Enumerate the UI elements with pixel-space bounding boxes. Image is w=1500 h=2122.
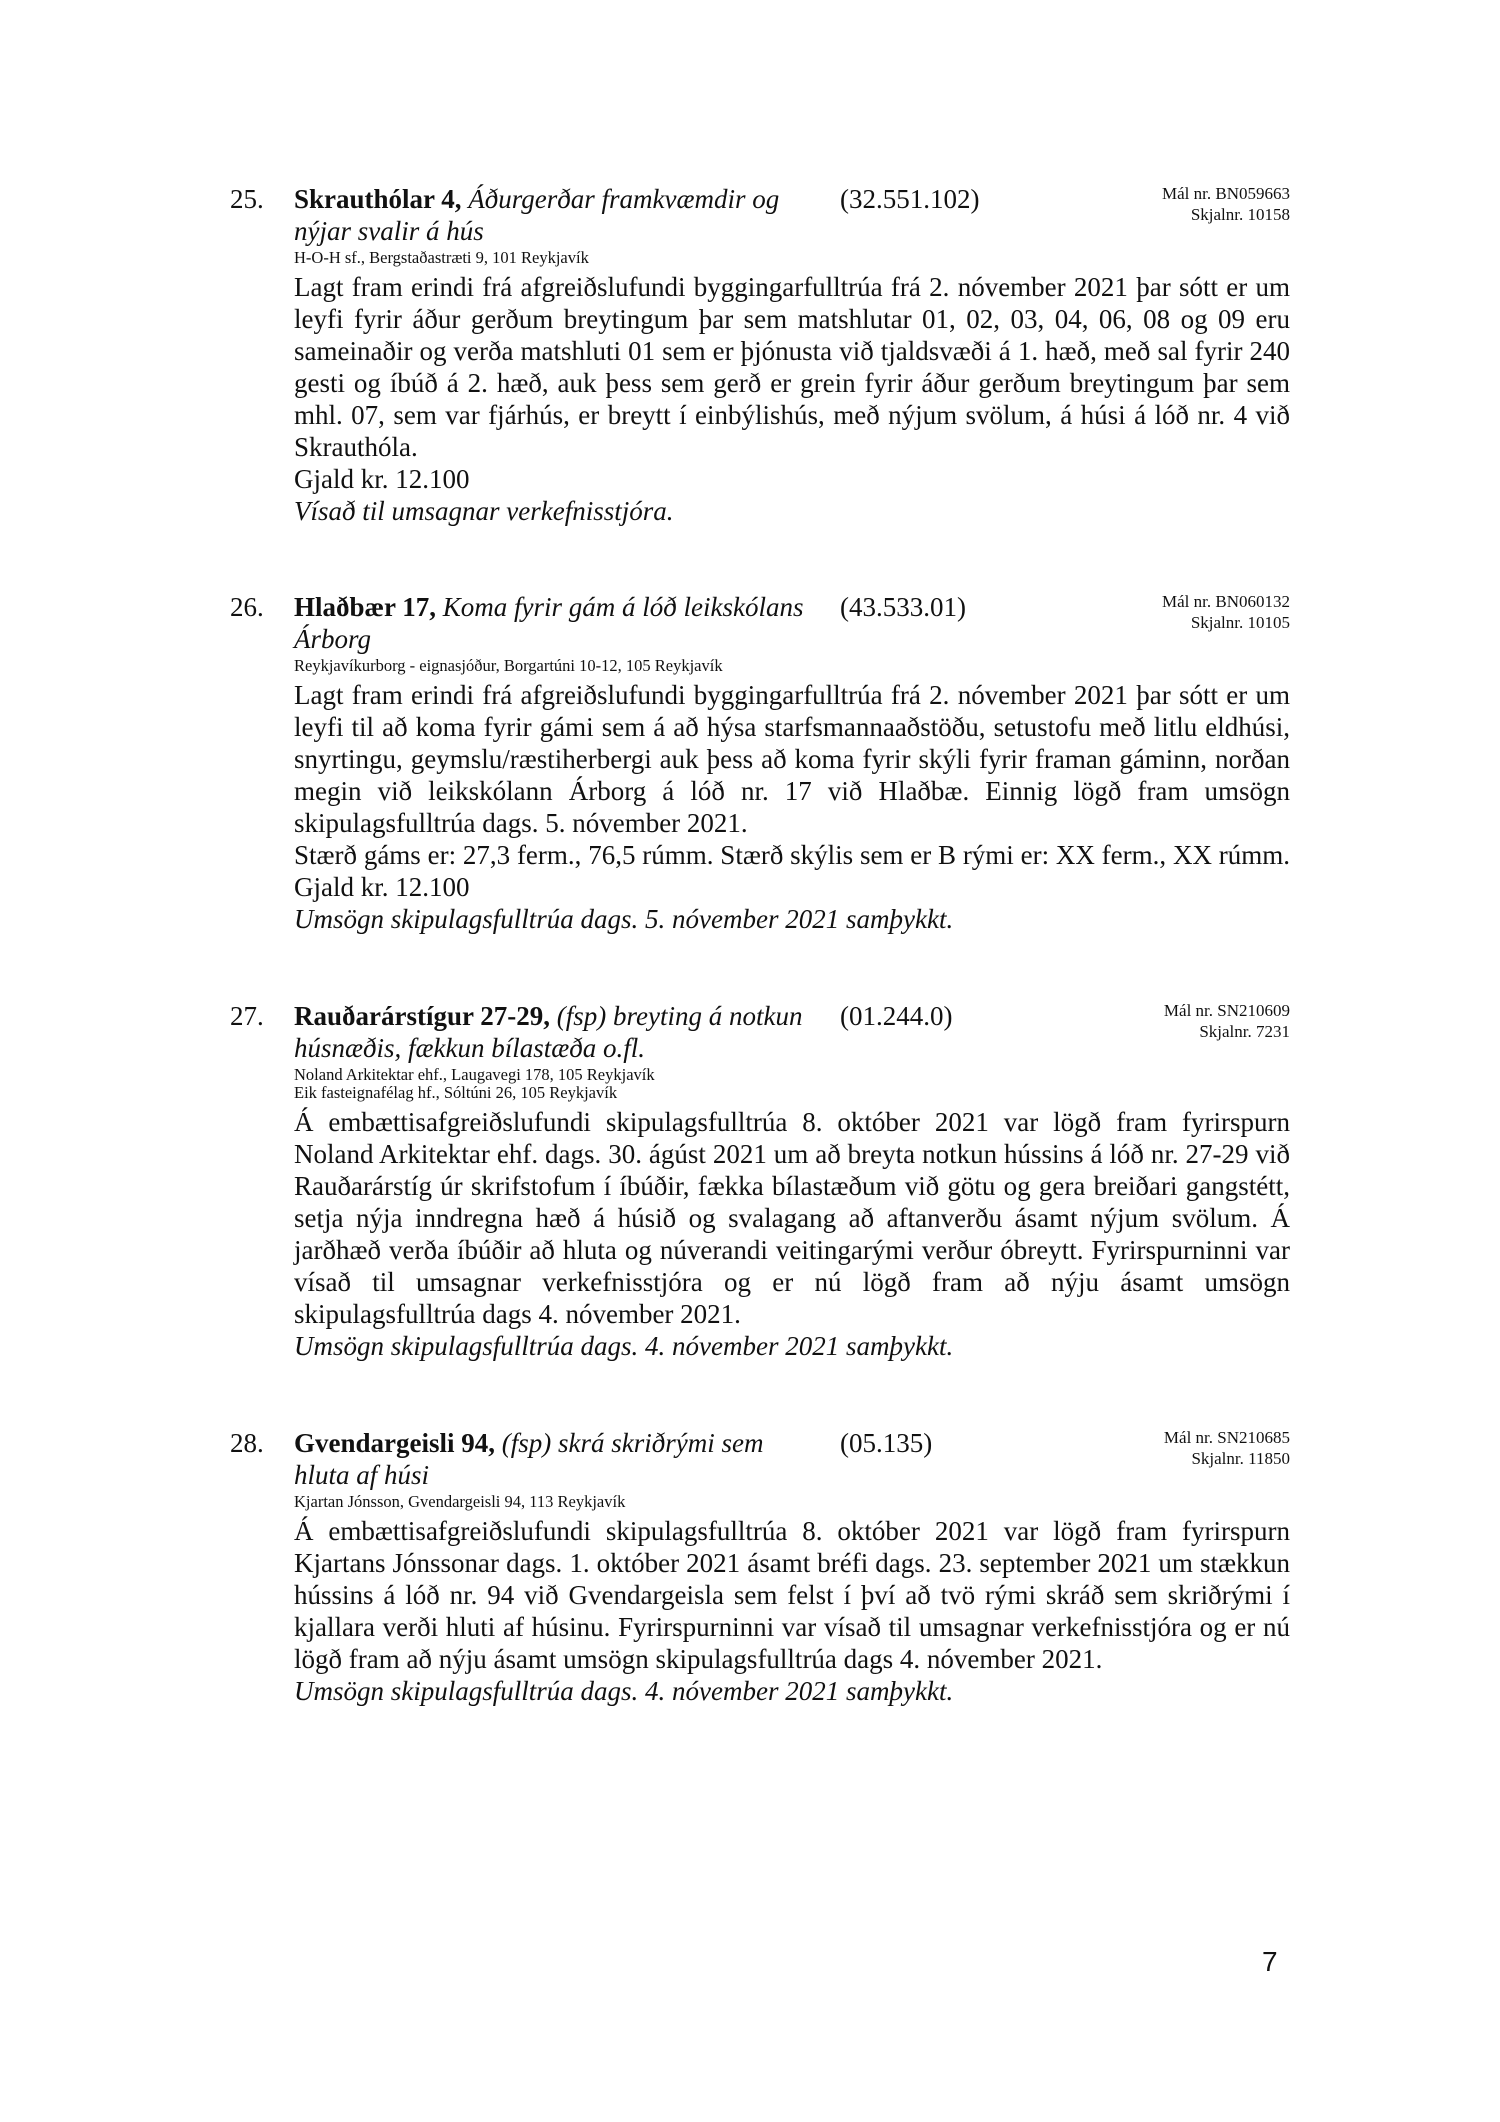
case-number: Mál nr. SN210609: [1163, 1001, 1290, 1020]
applicant: Eik fasteignafélag hf., Sóltúni 26, 105 Reykjavík: [294, 1083, 618, 1102]
land-code: (01.244.0): [840, 1001, 953, 1031]
item-conclusion: Umsögn skipulagsfulltrúa dags. 5. nóvember 2021 samþykkt.: [294, 904, 954, 934]
case-number: Mál nr. BN060132: [1162, 592, 1290, 611]
item-subject: Koma fyrir gám á lóð leikskólans Árborg: [294, 592, 804, 654]
body-paragraph: Lagt fram erindi frá afgreiðslufundi byggingarfulltrúa frá 2. nóvember 2021 þar sótt er um leyfi til að koma fyrir gámi sem á að hýsa starfsmannaaðstöðu, setustofu með litlu eldhúsi, snyrtingu, geymslu/ræstiherbergi auk þess að koma fyrir skýli fyrir framan gáminn, norðan megin við leikskólann Árborg á lóð nr. 17 við Hlaðbæ. Einnig lögð fram umsögn skipulagsfulltrúa dags. 5. nóvember 2021.: [294, 680, 1290, 838]
applicant: Noland Arkitektar ehf., Laugavegi 178, 105 Reykjavík: [294, 1065, 655, 1084]
page-number: 7: [1262, 1946, 1278, 1977]
item-number: 27.: [230, 1001, 264, 1031]
body-paragraph: Á embættisafgreiðslufundi skipulagsfulltrúa 8. október 2021 var lögð fram fyrirspurn Noland Arkitektar ehf. dags. 30. ágúst 2021 um að breyta notkun hússins á lóð nr. 27-29 við Rauðarárstíg úr skrifstofum í íbúðir, fækka bílastæðum við götu og gera breiðari gangstétt, setja nýja inndregna hæð á húsið og svalagang að aftanverðu ásamt nýjum svölum. Á jarðhæð verða íbúðir að hluta og núverandi veitingarými verður óbreytt. Fyrirspurninni var vísað til umsagnar verkefnisstjóra og er nú lögð fram að nýju ásamt umsögn skipulagsfulltrúa dags 4. nóvember 2021.: [294, 1107, 1290, 1329]
document-number: Skjalnr. 10158: [1190, 205, 1290, 224]
case-number: Mál nr. SN210685: [1163, 1428, 1290, 1447]
applicants: [294, 1066, 655, 1102]
item-title: [294, 1427, 814, 1491]
case-reference: [1162, 591, 1290, 633]
case-number: Mál nr. BN059663: [1162, 184, 1290, 203]
applicant: Reykjavíkurborg - eignasjóður, Borgartúni 10-12, 105 Reykjavík: [294, 656, 723, 675]
case-reference: [1164, 1000, 1290, 1042]
item-address: Rauðarárstígur 27-29,: [294, 1001, 550, 1031]
applicant: Kjartan Jónsson, Gvendargeisli 94, 113 Reykjavík: [294, 1492, 626, 1511]
land-code: (32.551.102): [840, 184, 980, 214]
item-number: 28.: [230, 1428, 264, 1458]
item-title: [294, 1000, 814, 1064]
applicants: [294, 249, 589, 267]
applicants: [294, 1493, 625, 1511]
item-title: [294, 591, 814, 655]
item-conclusion: Vísað til umsagnar verkefnisstjóra.: [294, 496, 674, 526]
item-subject: (fsp) breyting á notkun húsnæðis, fækkun bílastæða o.fl.: [294, 1001, 803, 1063]
land-code: (43.533.01): [840, 592, 966, 622]
item-address: Gvendargeisli 94,: [294, 1428, 495, 1458]
document-number: Skjalnr. 11850: [1191, 1449, 1290, 1468]
applicant: H-O-H sf., Bergstaðastræti 9, 101 Reykjavík: [294, 248, 589, 267]
document-number: Skjalnr. 10105: [1190, 613, 1290, 632]
case-reference: [1164, 1427, 1290, 1469]
body-paragraph: Stærð gáms er: 27,3 ferm., 76,5 rúmm. Stærð skýlis sem er B rými er: XX ferm., XX rúmm. Gjald kr. 12.100: [294, 840, 1290, 902]
body-paragraph: Á embættisafgreiðslufundi skipulagsfulltrúa 8. október 2021 var lögð fram fyrirspurn Kjartans Jónssonar dags. 1. október 2021 ásamt bréfi dags. 23. september 2021 um stækkun hússins á lóð nr. 94 við Gvendargeisla sem felst í því að tvö rými skráð sem skriðrými í kjallara verði hluti af húsinu. Fyrirspurninni var vísað til umsagnar verkefnisstjóra og er nú lögð fram að nýju ásamt umsögn skipulagsfulltrúa dags 4. nóvember 2021.: [294, 1516, 1290, 1674]
item-body: [294, 271, 1290, 527]
body-paragraph: Lagt fram erindi frá afgreiðslufundi byggingarfulltrúa frá 2. nóvember 2021 þar sótt er um leyfi fyrir áður gerðum breytingum þar sem matshlutar 01, 02, 03, 04, 06, 08 og 09 eru sameinaðir og verða matshluti 01 sem er þjónusta við tjaldsvæði á 1. hæð, með sal fyrir 240 gesti og íbúð á 2. hæð, auk þess sem gerð er grein fyrir áður gerðum breytingum þar sem mhl. 07, sem var fjárhús, er breytt í einbýlishús, með nýjum svölum, á húsi á lóð nr. 4 við Skrauthóla.: [294, 272, 1290, 462]
item-subject: Áðurgerðar framkvæmdir og nýjar svalir á hús: [294, 184, 780, 246]
item-title: [294, 183, 814, 247]
item-body: [294, 1515, 1290, 1707]
case-reference: [1162, 183, 1290, 225]
item-conclusion: Umsögn skipulagsfulltrúa dags. 4. nóvember 2021 samþykkt.: [294, 1331, 954, 1361]
item-number: 26.: [230, 592, 264, 622]
item-conclusion: Umsögn skipulagsfulltrúa dags. 4. nóvember 2021 samþykkt.: [294, 1676, 954, 1706]
item-subject: (fsp) skrá skriðrými sem hluta af húsi: [294, 1428, 764, 1490]
item-address: Skrauthólar 4,: [294, 184, 462, 214]
land-code: (05.135): [840, 1428, 933, 1458]
document-number: Skjalnr. 7231: [1199, 1022, 1290, 1041]
applicants: [294, 657, 723, 675]
item-number: 25.: [230, 184, 264, 214]
body-paragraph: Gjald kr. 12.100: [294, 464, 470, 494]
item-body: [294, 679, 1290, 935]
item-address: Hlaðbær 17,: [294, 592, 437, 622]
item-body: [294, 1106, 1290, 1362]
